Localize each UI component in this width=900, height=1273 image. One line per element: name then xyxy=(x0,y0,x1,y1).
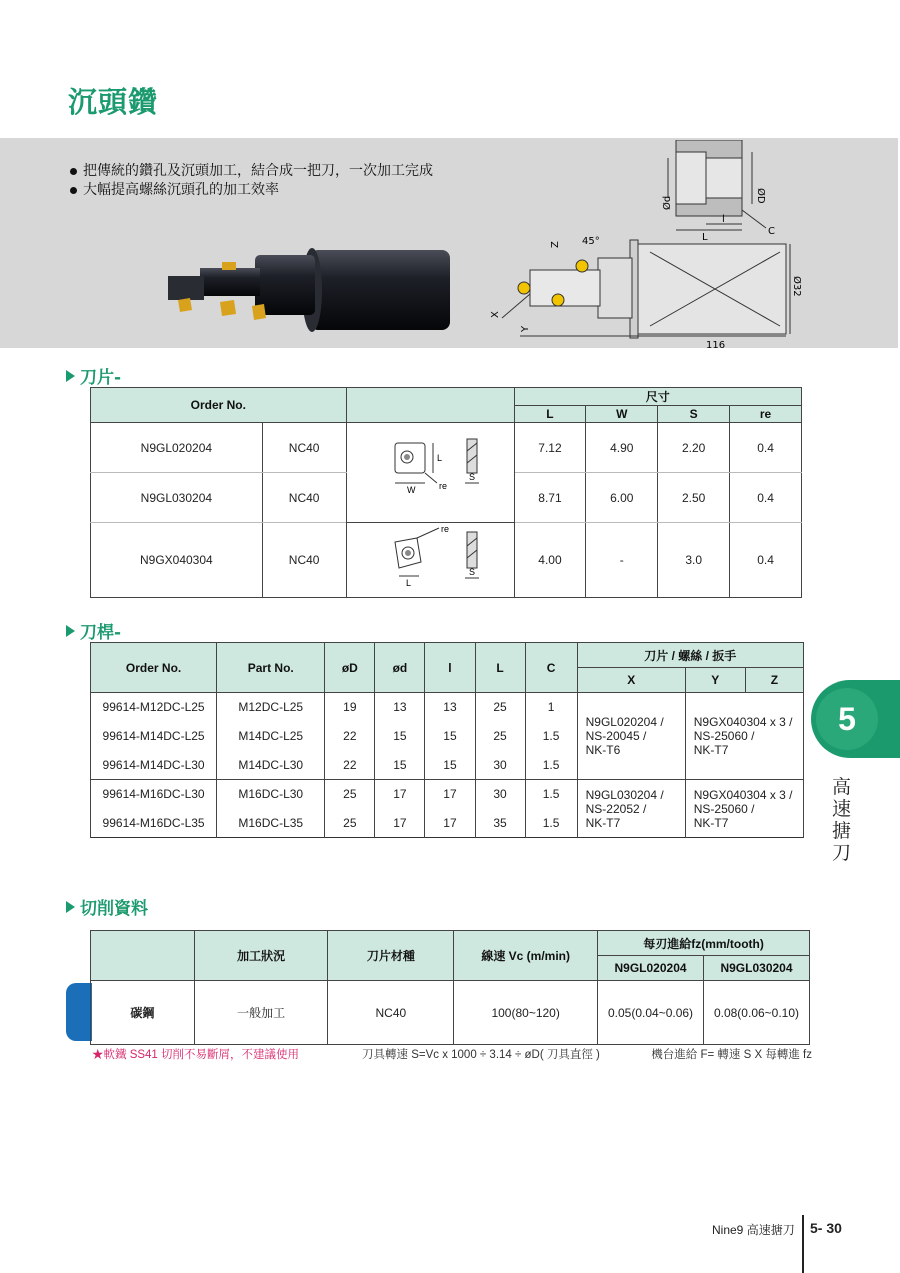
diagram-label: Ø32 xyxy=(791,276,802,297)
cutting-speed: 100(80~120) xyxy=(454,981,598,1045)
insert-sketch-trigon xyxy=(355,524,505,594)
dim-value: 22 xyxy=(325,722,375,751)
diagram-label: 45° xyxy=(582,236,600,247)
feature-item: 把傳統的鑽孔及沉頭加工，結合成一把刀，一次加工完成 xyxy=(68,162,433,181)
acc-line: NK-T7 xyxy=(585,815,621,830)
table-row xyxy=(91,981,810,1045)
col-header: S xyxy=(658,406,730,423)
order-no: 99614-M14DC-L30 xyxy=(91,751,217,780)
acc-line: NS-20045 / xyxy=(585,729,647,743)
sketch-label: L xyxy=(437,453,443,463)
acc-line: N9GX040304 x 3 / xyxy=(693,787,793,802)
size-value: 8.71 xyxy=(514,473,586,523)
col-header: 加工狀況 xyxy=(194,931,328,981)
col-header: øD xyxy=(325,643,375,693)
feature-list xyxy=(68,162,433,200)
sketch-label: L xyxy=(406,577,412,588)
dim-value: 1.5 xyxy=(525,780,577,809)
order-no: N9GL020204 xyxy=(91,423,263,473)
col-header: re xyxy=(730,406,802,423)
sketch-label: re xyxy=(441,523,450,534)
material-tab xyxy=(66,983,92,1041)
diagram-label: X xyxy=(490,311,501,318)
col-header: Z xyxy=(745,668,803,693)
holder-table xyxy=(90,642,804,838)
col-header: Y xyxy=(685,668,745,693)
dim-value: 30 xyxy=(475,751,525,780)
diagram-label: 116 xyxy=(706,340,726,350)
dim-value: 19 xyxy=(325,693,375,722)
insert-sketch-cell xyxy=(346,523,514,598)
feed-value: 0.08(0.06~0.10) xyxy=(704,981,810,1045)
dim-value: 1.5 xyxy=(525,722,577,751)
section-title-text: 切削資料 xyxy=(80,899,148,919)
diagram-label: Ød xyxy=(662,195,673,210)
col-header: L xyxy=(475,643,525,693)
col-header: l xyxy=(425,643,475,693)
size-value: 0.4 xyxy=(730,473,802,523)
acc-line: NS-25060 / xyxy=(693,801,755,816)
part-no: M14DC-L30 xyxy=(217,751,325,780)
acc-line: NS-25060 / xyxy=(693,729,755,743)
dim-value: 30 xyxy=(475,780,525,809)
acc-line: N9GL030204 / xyxy=(585,787,664,802)
col-header: N9GL020204 xyxy=(598,956,704,981)
size-value: 3.0 xyxy=(658,523,730,598)
size-value: 4.90 xyxy=(586,423,658,473)
order-no: 99614-M16DC-L30 xyxy=(91,780,217,809)
dim-value: 15 xyxy=(375,751,425,780)
col-header: X xyxy=(577,668,685,693)
tool-diagram xyxy=(490,140,820,350)
acc-line: NK-T6 xyxy=(585,743,621,757)
page-number: 5- 30 xyxy=(810,1220,842,1236)
section-title-text: 刀桿- xyxy=(80,623,122,643)
size-value: 4.00 xyxy=(514,523,586,598)
col-header: 線速 Vc (m/min) xyxy=(454,931,598,981)
col-header: 刀片材種 xyxy=(328,931,454,981)
acc-line: NK-T7 xyxy=(693,743,729,757)
grade: NC40 xyxy=(262,523,346,598)
part-no: M14DC-L25 xyxy=(217,722,325,751)
size-value: 0.4 xyxy=(730,523,802,598)
footer-label: Nine9 高速搪刀 xyxy=(712,1223,795,1237)
section-title-text: 刀片- xyxy=(80,368,122,388)
feed-value: 0.05(0.04~0.06) xyxy=(598,981,704,1045)
col-header: L xyxy=(514,406,586,423)
order-no: N9GL030204 xyxy=(91,473,263,523)
col-header: 每刃進給fz(mm/tooth) xyxy=(598,931,810,956)
material: 碳鋼 xyxy=(91,981,195,1045)
diagram-label: Z xyxy=(550,241,561,248)
size-value: - xyxy=(586,523,658,598)
table-row xyxy=(91,423,802,473)
accessory-y xyxy=(685,693,803,780)
dim-value: 22 xyxy=(325,751,375,780)
dim-value: 25 xyxy=(475,693,525,722)
dim-value: 17 xyxy=(425,809,475,838)
order-no: 99614-M14DC-L25 xyxy=(91,722,217,751)
accessory-x xyxy=(577,693,685,780)
dim-value: 15 xyxy=(375,722,425,751)
holder-section-title xyxy=(66,618,121,643)
diagram-label: L xyxy=(702,232,708,243)
acc-line: NS-22052 / xyxy=(585,801,647,816)
sketch-label: W xyxy=(407,485,416,495)
diagram-label: l xyxy=(722,214,725,225)
dim-value: 1.5 xyxy=(525,809,577,838)
accessory-y xyxy=(685,780,803,838)
sketch-label: S xyxy=(469,566,476,577)
col-header: N9GL030204 xyxy=(704,956,810,981)
dim-value: 35 xyxy=(475,809,525,838)
acc-line: N9GX040304 x 3 / xyxy=(693,715,793,729)
chapter-name: 高速搪刀 xyxy=(832,776,852,864)
dim-value: 15 xyxy=(425,751,475,780)
size-value: 2.20 xyxy=(658,423,730,473)
dim-value: 17 xyxy=(425,780,475,809)
chapter-number: 5 xyxy=(816,688,878,750)
acc-line: NK-T7 xyxy=(693,815,729,830)
col-header xyxy=(346,388,514,423)
insert-sketch xyxy=(355,431,505,511)
sketch-label: S xyxy=(469,472,476,482)
size-value: 7.12 xyxy=(514,423,586,473)
table-row xyxy=(91,693,804,722)
dim-value: 13 xyxy=(425,693,475,722)
col-header: Order No. xyxy=(91,388,347,423)
speed-formula: 刀具轉速 S=Vc x 1000 ÷ 3.14 ÷ øD( 刀具直徑 ) xyxy=(362,1049,600,1061)
grade: NC40 xyxy=(328,981,454,1045)
dim-value: 1.5 xyxy=(525,751,577,780)
order-no: 99614-M16DC-L35 xyxy=(91,809,217,838)
insert-sketch-cell xyxy=(346,423,514,523)
diagram-label: C xyxy=(768,226,775,237)
size-value: 2.50 xyxy=(658,473,730,523)
order-no: 99614-M12DC-L25 xyxy=(91,693,217,722)
footer-divider xyxy=(802,1215,804,1273)
acc-line: N9GL020204 / xyxy=(585,715,664,729)
dim-value: 17 xyxy=(375,809,425,838)
tool-photo xyxy=(160,240,460,340)
order-no: N9GX040304 xyxy=(91,523,263,598)
warning-note: ★軟鐵 SS41 切削不易斷屑，不建議使用 xyxy=(92,1049,300,1061)
col-header: C xyxy=(525,643,577,693)
diagram-label: ØD xyxy=(755,188,766,204)
dim-value: 25 xyxy=(475,722,525,751)
condition: 一般加工 xyxy=(194,981,328,1045)
col-header: 尺寸 xyxy=(514,388,801,406)
part-no: M12DC-L25 xyxy=(217,693,325,722)
dim-value: 13 xyxy=(375,693,425,722)
col-header: ød xyxy=(375,643,425,693)
page-title: 沉頭鑽 xyxy=(68,85,159,119)
section-marker-icon xyxy=(66,625,75,637)
insert-table xyxy=(90,387,802,598)
accessory-x xyxy=(577,780,685,838)
diagram-label: Y xyxy=(520,325,531,332)
grade: NC40 xyxy=(262,423,346,473)
section-marker-icon xyxy=(66,901,75,913)
col-header: Part No. xyxy=(217,643,325,693)
grade: NC40 xyxy=(262,473,346,523)
size-value: 6.00 xyxy=(586,473,658,523)
feed-formula: 機台進給 F= 轉速 S X 每轉進 fz xyxy=(651,1049,812,1061)
col-header: 刀片 / 螺絲 / 扳手 xyxy=(577,643,803,668)
size-value: 0.4 xyxy=(730,423,802,473)
dim-value: 15 xyxy=(425,722,475,751)
dim-value: 17 xyxy=(375,780,425,809)
insert-section-title xyxy=(66,363,121,388)
sketch-label: re xyxy=(439,481,448,491)
col-header: Order No. xyxy=(91,643,217,693)
part-no: M16DC-L35 xyxy=(217,809,325,838)
cutting-section-title xyxy=(66,894,148,919)
table-row xyxy=(91,780,804,809)
dim-value: 25 xyxy=(325,809,375,838)
feature-item: 大幅提高螺絲沉頭孔的加工效率 xyxy=(68,181,433,200)
col-header: W xyxy=(586,406,658,423)
table-row xyxy=(91,523,802,598)
part-no: M16DC-L30 xyxy=(217,780,325,809)
dim-value: 1 xyxy=(525,693,577,722)
col-header xyxy=(91,931,195,981)
section-marker-icon xyxy=(66,370,75,382)
cutting-table xyxy=(90,930,810,1045)
dim-value: 25 xyxy=(325,780,375,809)
